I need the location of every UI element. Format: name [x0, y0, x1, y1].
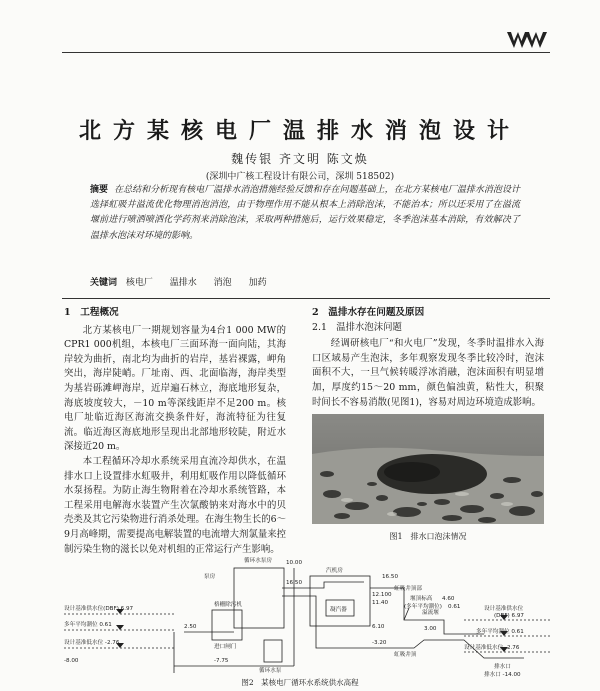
abstract-label: 摘要	[90, 185, 109, 195]
section-heading: 1 工程概况	[64, 307, 119, 318]
keyword: 核电厂	[125, 278, 153, 288]
keywords	[90, 275, 281, 288]
label-v5: 16.50	[382, 574, 399, 580]
label-r-outlet: 排水口 -14.00	[484, 672, 521, 678]
label-low-level: 设计基准低水位 -2.76	[64, 640, 120, 646]
paragraph: 经调研核电厂“和火电厂”发现，冬季时温排水入海口区域易产生泡沫，多年观察发现冬季比较冷时，泡沫面积不大，一旦气候转暖浮冰消融，泡沫面积有明显增加，厚度约15～20 mm，颜色偏浊黄，粘性大，积聚时间长不容易消散(见图1)，容易对周边环境造成影响。	[312, 338, 544, 408]
label-outlet: 排水口	[494, 664, 511, 670]
label-design-level: 设计基准供水位(DBF) 6.97	[64, 606, 134, 612]
abstract-text: 在总结和分析现有核电厂温排水消泡措施经验反馈和存在问题基础上，在北方某核电厂温排水消泡设计选择虹吸井溢流优化物理消泡消泡，由于物理作用不能从根本上消除泡沫，不能治本；所以还采用了在溢流堰前进行喷洒喷洒化学药剂来消除泡沫，采取两种措施后，运行效果稳定，冬季泡沫基本消除，有效解决了温排水泡沫对环境的影响。	[90, 185, 520, 241]
subsection-heading: 2.1 温排水泡沫问题	[312, 321, 402, 333]
keywords-label: 关键词	[90, 278, 118, 288]
pump-box	[264, 640, 282, 662]
label-v12: 0.61	[448, 604, 461, 610]
label-condenser: 凝汽器	[330, 607, 347, 613]
label-hist2: (多年平均潮位)	[404, 604, 442, 610]
label-weir: 溢流堰	[422, 610, 439, 616]
label-hist-level: 多年平均潮位 0.61	[64, 622, 112, 628]
label-v4: -7.75	[214, 658, 229, 664]
elevation-diagram	[64, 548, 550, 678]
figure1-caption: 图1 排水口泡沫情况	[389, 532, 467, 541]
label-r-low: 设计基准低水位 -2.76	[464, 645, 520, 651]
label-pump-room: 泵房	[204, 574, 216, 580]
label-pump-house: 循环水泵房	[244, 558, 272, 564]
label-v3: 2.50	[184, 624, 197, 630]
journal-logo-icon	[505, 28, 549, 50]
left-column	[64, 306, 286, 557]
label-r-dbf: (DBF) 6.97	[494, 613, 524, 619]
label-intake-gate: 进口闸门	[214, 644, 237, 650]
right-column	[312, 306, 544, 410]
outfall-foam-photo	[312, 414, 544, 524]
label-weir-top: 堰顶标高	[410, 596, 433, 602]
label-pump: 循环水泵	[259, 668, 282, 674]
label-v9: -3.20	[372, 640, 387, 646]
label-v7: 11.40	[372, 600, 389, 606]
abstract	[90, 183, 520, 244]
label-siphon-top: 虹吸井顶	[394, 652, 417, 658]
section-heading: 2 温排水存在问题及原因	[312, 307, 425, 318]
keyword: 加药	[248, 278, 267, 288]
paragraph: 北方某核电厂一期规划容量为4台1 000 MW的CPR1 000机组，本核电厂三面环海一面向陆，其海岸较为曲折，南北均为曲折的岩岸，基岩裸露，岬角突出，海岸陡峭。厂址南、西、北面临海，海岸类型为基岩砾滩岬海岸，近岸遍石林立，海底地形复杂，海底坡度较大，－10 m等深线距岸不足200 m。核电厂址临近海区海流交换条件好，海流特征为往复流。临近海区海底地形呈现出北部地形较陡，附近水深接近20 m。	[64, 324, 286, 453]
label-screen: 格栅除污机	[214, 602, 242, 608]
paper-title: 北方某核电厂温排水消泡设计	[78, 118, 521, 144]
label-v10: 4.60	[442, 596, 455, 602]
figure2-caption: 图2 某核电厂循环水系统供水高程	[241, 678, 359, 687]
label-v11: 3.00	[424, 626, 437, 632]
affiliation: (深圳中广核工程设计有限公司，深圳 518502)	[205, 172, 395, 182]
label-r-design: 设计基准供水位	[484, 606, 524, 612]
label-v8: 6.10	[372, 624, 385, 630]
turbine-hall-outline	[310, 576, 370, 626]
keyword: 消泡	[213, 278, 232, 288]
header-rule	[62, 52, 550, 53]
label-v2: 16.50	[286, 580, 303, 586]
label-v6: 12.100	[372, 592, 392, 598]
label-r-hist: 多年平均潮位 0.61	[476, 629, 524, 635]
pump-house-outline	[234, 568, 284, 628]
paragraph: 本工程循环冷却水系统采用直流冷却供水，在温排水口上设置排水虹吸井，利用虹吸作用以降低循环水泵扬程。为防止海生物附着在冷却水系统管路，本工程采用电解海水装置产生次氯酸钠来对海水中的贝壳类及其它污染物进行消杀处理。在海生物生长的6～9月高峰期，需要提高电解装置的电流增大剂氯量来控制污染生物的滋长以免对机组的正常运行产生影响。	[64, 455, 286, 555]
abstract-rule	[62, 298, 550, 299]
label-siphon: 虹吸井顶部	[394, 586, 422, 592]
keyword: 温排水	[169, 278, 197, 288]
label-v1: 10.00	[286, 560, 303, 566]
label-bottom: -8.00	[64, 658, 79, 664]
authors: 魏传银 齐文明 陈文焕	[231, 152, 369, 166]
screen-box	[212, 610, 242, 640]
label-turbine: 汽机房	[326, 568, 343, 574]
